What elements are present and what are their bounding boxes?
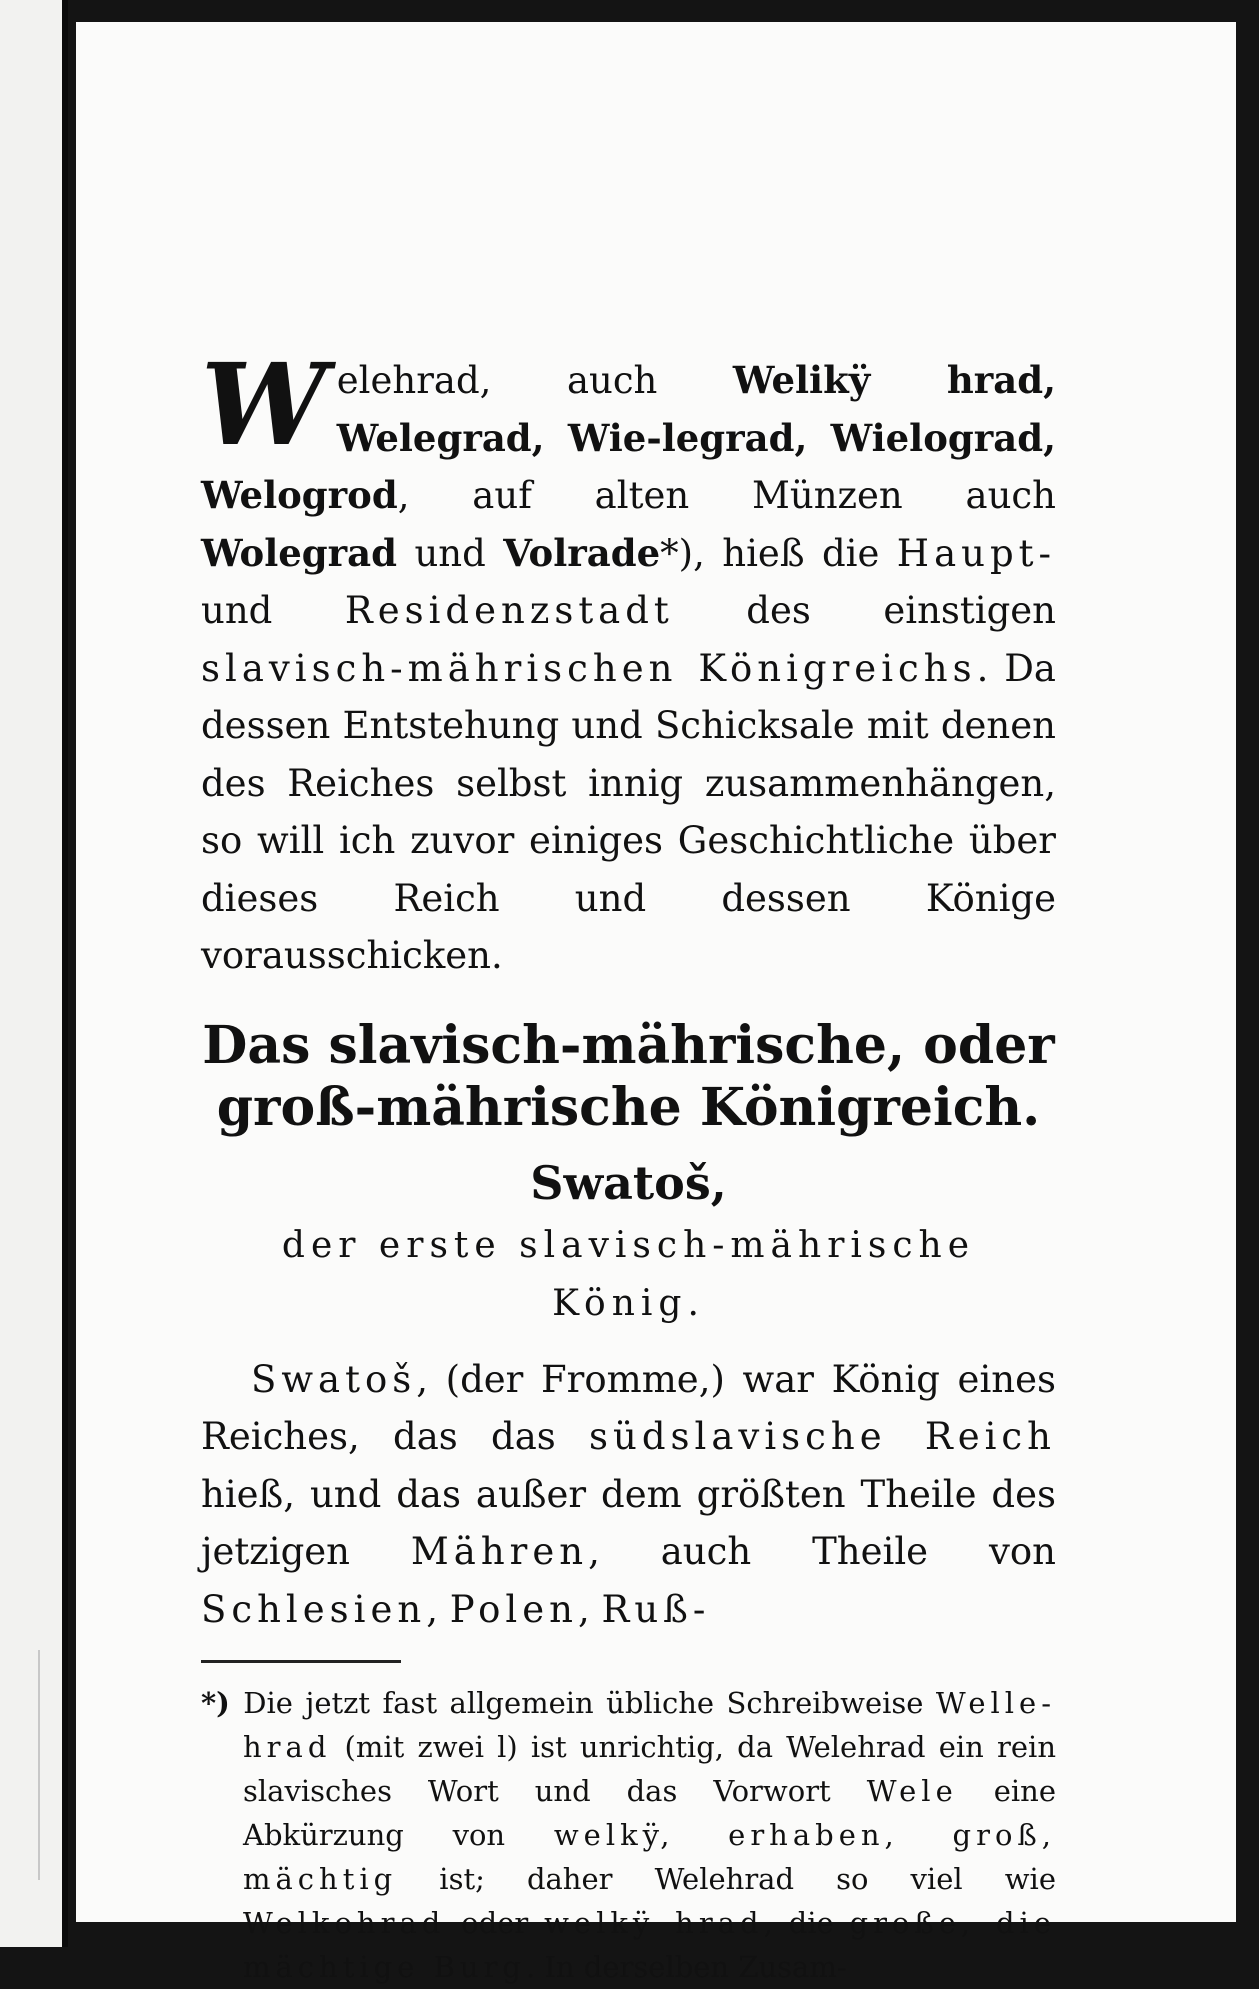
text-run: ist; daher Welehrad so viel wie (397, 1862, 1056, 1896)
spaced-run: Welle-hrad (243, 1686, 1056, 1764)
text-run: *), hieß die (660, 531, 897, 575)
spaced-run: große, die mächtige Burg (243, 1906, 1056, 1984)
text-run: , die (763, 1906, 850, 1940)
spaced-run: Swatoš (251, 1357, 417, 1401)
spaced-run: Welkohrad (243, 1906, 446, 1940)
spaced-run: Polen (449, 1587, 578, 1631)
text-run: , auch Theile von (588, 1530, 1056, 1573)
spaced-run: welkÿ hrad (544, 1906, 764, 1940)
bold-run: Welikÿ hrad, Welegrad, Wie-legrad, Wielograd, Welogrod (201, 358, 1056, 517)
spaced-run: südslavische Reich (589, 1415, 1056, 1458)
text-run: , (der Fromme,) war König eines Reiches, das das (201, 1357, 1056, 1458)
spaced-run: Residenzstadt (344, 589, 674, 632)
spaced-run: Haupt- (896, 531, 1057, 575)
spaced-run: Schlesien (201, 1587, 427, 1631)
footnote-rule (201, 1660, 401, 1663)
text-run: , (577, 1587, 602, 1631)
text-run: . In derselben Zusam- (526, 1950, 847, 1984)
scan-scratch (38, 1650, 40, 1880)
section-subtitle: der erste slavisch-mährische König. (281, 1224, 976, 1324)
spaced-run: Mähren (410, 1530, 589, 1573)
text-run: eine Abkürzung von (243, 1774, 1056, 1852)
opening-paragraph (201, 340, 1057, 985)
bold-run: Wolegrad (201, 530, 398, 575)
spaced-run: welkÿ, erhaben, groß, mächtig (243, 1818, 1056, 1896)
text-run: , auf alten Münzen auch (397, 474, 1056, 517)
bold-run: Volrade (503, 530, 661, 575)
text-run: oder (445, 1906, 545, 1940)
page-content (201, 340, 1057, 1989)
facing-page-edge (0, 0, 68, 1947)
text-run: Die jetzt fast allgemein übliche Schreibweise (243, 1686, 936, 1720)
text-run: elehrad, auch (336, 359, 733, 402)
spaced-run: Ruß- (601, 1587, 711, 1631)
text-run: und (397, 531, 504, 575)
footnote (201, 1681, 1056, 1989)
text-run: (mit zwei l) ist unrichtig, da Welehrad ein rein slavisches Wort und das Vorwort (243, 1730, 1056, 1808)
body-paragraph (201, 1351, 1056, 1639)
text-run: . Da dessen Entstehung und Schicksale mit denen des Reiches selbst innig zusammenhängen, so will ich zuvor einiges Geschichtliche über dieses Reich und dessen Könige vorausschicken. (201, 646, 1056, 977)
text-run: , (426, 1587, 450, 1631)
text-run: und (201, 589, 345, 632)
chapter-heading: Das slavisch-mährische, oder groß-mährische Königreich. (202, 1014, 1055, 1138)
section-heading: Swatoš, (530, 1155, 727, 1210)
book-page (76, 22, 1236, 1984)
footnote-marker: *) (201, 1686, 244, 1720)
text-run: des einstigen (673, 589, 1056, 632)
spaced-run: slavisch-mährischen Königreichs (201, 646, 977, 690)
drop-cap: W (201, 340, 327, 471)
spaced-run: Wele (866, 1774, 958, 1808)
text-run: hieß, und das außer dem größten Theile des jetzigen (201, 1472, 1056, 1573)
